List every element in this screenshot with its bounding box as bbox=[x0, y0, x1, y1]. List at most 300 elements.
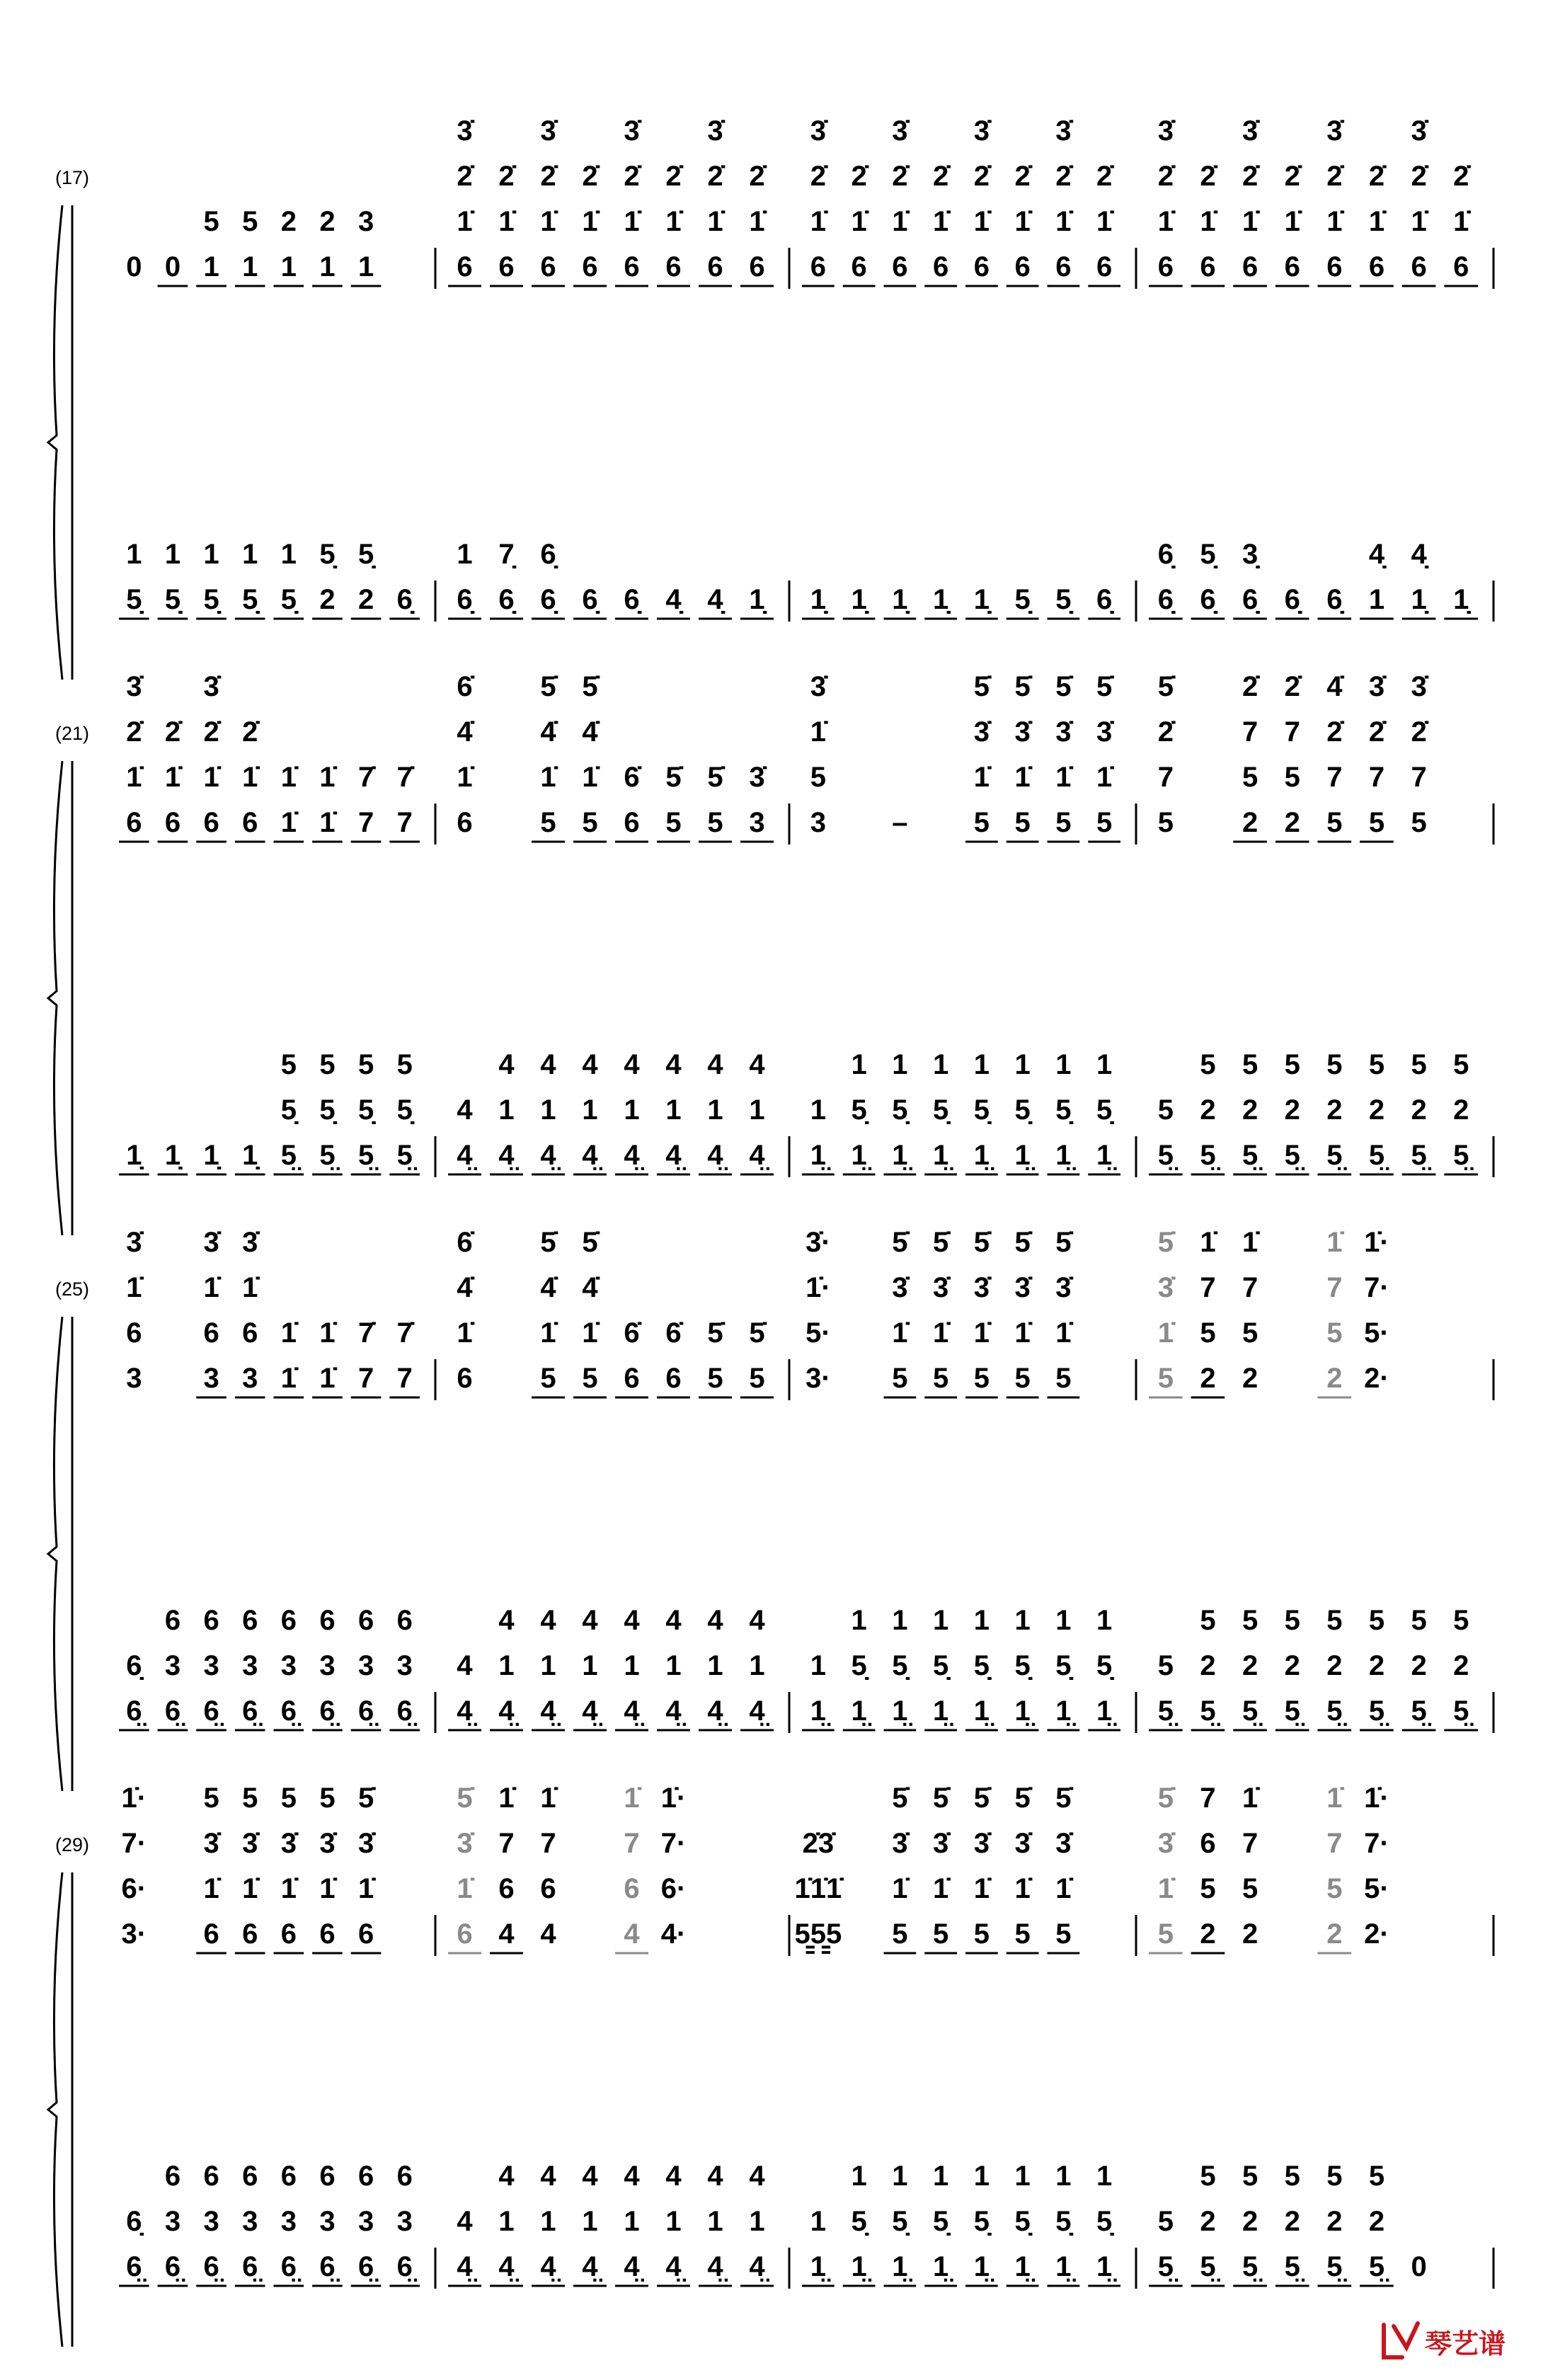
chord-note: 5̣ bbox=[1096, 2206, 1113, 2237]
qinyipu-logo-icon bbox=[1384, 2323, 1418, 2357]
chord-note: 4̇ bbox=[457, 1272, 473, 1303]
chord-note: 1̇ bbox=[357, 1873, 374, 1904]
note: 6̤ bbox=[280, 1695, 297, 1727]
note: 5 bbox=[707, 807, 723, 838]
note: 6 bbox=[357, 1918, 374, 1950]
chord-note: 1 bbox=[749, 2206, 765, 2237]
chord-note: 1̇ bbox=[164, 762, 181, 793]
chord-note: 1̇ bbox=[665, 206, 682, 237]
note: 1̣ bbox=[164, 1140, 181, 1171]
note: 6 bbox=[242, 1918, 258, 1950]
note: 5 bbox=[707, 1363, 723, 1394]
chord-note: 2 bbox=[1284, 1094, 1300, 1126]
note: 1̣ bbox=[851, 584, 867, 615]
chord-note: 5̣ bbox=[1014, 1650, 1031, 1681]
chord-note: 2 bbox=[1200, 2206, 1216, 2237]
note: 5̤ bbox=[1284, 1695, 1300, 1727]
note: 4̤ bbox=[749, 2251, 765, 2282]
chord-note: 7 bbox=[1242, 716, 1259, 748]
chord-note: 2̇ bbox=[1096, 161, 1113, 192]
chord-note: 2 bbox=[1200, 1094, 1216, 1126]
chord-note: 6 bbox=[203, 2161, 219, 2192]
note: 4̤ bbox=[624, 2251, 640, 2282]
chord-note: 1 bbox=[892, 1605, 908, 1636]
chord-note: 5̣ bbox=[892, 2206, 908, 2237]
chord-note: 1̇ bbox=[1326, 1783, 1343, 1814]
chord-note: 1̇· bbox=[121, 1783, 147, 1814]
chord-note: 1̇ bbox=[126, 1272, 142, 1303]
note: 6 bbox=[624, 251, 640, 282]
chord-note: 1̇ bbox=[540, 206, 556, 237]
note: 1 bbox=[357, 251, 374, 282]
chord-note: 1 bbox=[582, 1094, 598, 1126]
chord-note: 1 bbox=[851, 1049, 867, 1080]
note: 6 bbox=[1453, 251, 1469, 282]
measure-number: (21) bbox=[55, 723, 90, 744]
chord-note: 2̇ bbox=[1200, 161, 1216, 192]
note: 1̣ bbox=[933, 584, 949, 615]
chord-note: 2̇ bbox=[1368, 716, 1385, 748]
chord-note: 3̇ bbox=[1411, 115, 1427, 147]
note: 2 bbox=[319, 584, 336, 615]
chord-note: 5̣ bbox=[973, 1650, 990, 1681]
note: 4̤ bbox=[665, 2251, 682, 2282]
note: 2 bbox=[1242, 1918, 1259, 1950]
chord-note: 4̣ bbox=[1368, 539, 1385, 570]
chord-note: 3 bbox=[319, 2206, 336, 2237]
chord-note: 3 bbox=[164, 2206, 181, 2237]
chord-note: 1 bbox=[1096, 2161, 1113, 2192]
chord-note: 4 bbox=[582, 1605, 598, 1636]
chord-note: 4 bbox=[498, 2161, 515, 2192]
note: 1̣ bbox=[810, 584, 826, 615]
note: 5 bbox=[1055, 1363, 1072, 1394]
chord-note: 4 bbox=[707, 1605, 723, 1636]
note: 1̤ bbox=[1014, 1140, 1031, 1171]
chord-note: 1 bbox=[1014, 1605, 1031, 1636]
chord-note: 1 bbox=[203, 539, 219, 570]
note: 5̳5̳5 bbox=[794, 1918, 842, 1950]
chord-note: 1 bbox=[933, 2161, 949, 2192]
note: 5 bbox=[1326, 807, 1343, 838]
chord-note: 3̇ bbox=[810, 115, 826, 147]
chord-note: 1̇ bbox=[319, 762, 336, 793]
chord-note: 3̇ bbox=[1411, 671, 1427, 702]
chord-note: 3̇ bbox=[707, 115, 723, 147]
chord-note: 2 bbox=[1284, 1650, 1300, 1681]
chord-note: 2̇ bbox=[1242, 161, 1259, 192]
chord-note: 5 bbox=[1326, 1049, 1343, 1080]
chord-note: 4 bbox=[624, 1049, 640, 1080]
note: 5̣ bbox=[1055, 584, 1072, 615]
system bbox=[48, 115, 1493, 680]
chord-note: 7 bbox=[1326, 762, 1343, 793]
chord-note: 5̇ bbox=[457, 1783, 473, 1814]
chord-note: 3̇ bbox=[242, 1227, 258, 1258]
note: 6 bbox=[457, 251, 473, 282]
chord-note: 2̇ bbox=[1411, 161, 1427, 192]
chord-note: 1̇ bbox=[1200, 206, 1216, 237]
chord-note: 3̇ bbox=[892, 1272, 908, 1303]
chord-note: 6̣ bbox=[126, 2206, 142, 2237]
chord-note: 1 bbox=[624, 1094, 640, 1126]
chord-note: 2̇ bbox=[973, 161, 990, 192]
note: 5̤ bbox=[1242, 1140, 1259, 1171]
note: 1 bbox=[319, 251, 336, 282]
note: 1̤ bbox=[933, 1140, 949, 1171]
note: 1̤ bbox=[1014, 1695, 1031, 1727]
chord-note: 5 bbox=[203, 206, 219, 237]
note: 6 bbox=[498, 251, 515, 282]
chord-note: 2̇ bbox=[1157, 161, 1174, 192]
chord-note: 3̇ bbox=[242, 1828, 258, 1859]
chord-note: 2̇ bbox=[164, 716, 181, 748]
note: 5̤ bbox=[1200, 1695, 1216, 1727]
chord-note: 5̇ bbox=[1014, 1783, 1031, 1814]
note: 6 bbox=[892, 251, 908, 282]
chord-note: 2 bbox=[1453, 1650, 1469, 1681]
chord-note: 1 bbox=[540, 2206, 556, 2237]
chord-note: 2̇3̇ bbox=[802, 1828, 835, 1859]
chord-note: 7̇ bbox=[357, 762, 374, 793]
note: 6 bbox=[665, 251, 682, 282]
note: 5 bbox=[1014, 1363, 1031, 1394]
chord-note: 1̇ bbox=[498, 206, 515, 237]
note: 5 bbox=[1096, 807, 1113, 838]
chord-note: 5̣ bbox=[1014, 1094, 1031, 1126]
chord-note: 2̇ bbox=[498, 161, 515, 192]
chord-note: 6 bbox=[319, 1605, 336, 1636]
chord-note: 2̇ bbox=[665, 161, 682, 192]
chord-note: 1̇ bbox=[892, 206, 908, 237]
chord-note: 5̣ bbox=[396, 1094, 413, 1126]
note: 6 bbox=[1200, 251, 1216, 282]
chord-note: 3 bbox=[164, 1650, 181, 1681]
note: 1̤ bbox=[851, 1695, 867, 1727]
note: 6̣ bbox=[540, 584, 556, 615]
note: 5 bbox=[892, 1918, 908, 1950]
chord-note: 1 bbox=[810, 2206, 826, 2237]
chord-note: 6 bbox=[242, 2161, 258, 2192]
note: 2 bbox=[1200, 1918, 1216, 1950]
chord-note: 1 bbox=[624, 2206, 640, 2237]
chord-note: 2 bbox=[319, 206, 336, 237]
note: 4̤ bbox=[707, 2251, 723, 2282]
chord-note: 3̇ bbox=[540, 115, 556, 147]
chord-note: 6̣ bbox=[540, 539, 556, 570]
note: 5 bbox=[582, 1363, 598, 1394]
note: 6 bbox=[749, 251, 765, 282]
chord-note: 3̇ bbox=[1326, 115, 1343, 147]
chord-note: 1 bbox=[665, 2206, 682, 2237]
note: 1̤ bbox=[851, 1140, 867, 1171]
chord-note: 5 bbox=[319, 1783, 336, 1814]
chord-note: 3̇ bbox=[933, 1828, 949, 1859]
note: 6̤ bbox=[203, 2251, 219, 2282]
chord-note: 1̇ bbox=[540, 762, 556, 793]
chord-note: 5 bbox=[1284, 1605, 1300, 1636]
note: 1 bbox=[242, 251, 258, 282]
chord-note: 5 bbox=[1157, 1650, 1174, 1681]
chord-note: 4̇ bbox=[582, 716, 598, 748]
chord-note: 1̇ bbox=[582, 206, 598, 237]
chord-note: 1̇ bbox=[933, 1873, 949, 1904]
chord-note: 1̇ bbox=[1096, 206, 1113, 237]
note: 2 bbox=[1326, 1363, 1343, 1394]
chord-note: 5̣ bbox=[1055, 2206, 1072, 2237]
note: 5̤ bbox=[1411, 1695, 1427, 1727]
chord-note: 2 bbox=[1242, 1094, 1259, 1126]
note: 4̤ bbox=[624, 1140, 640, 1171]
chord-note: 5 bbox=[1200, 2161, 1216, 2192]
chord-note: 5 bbox=[1242, 1317, 1259, 1349]
chord-note: 1̇ bbox=[973, 206, 990, 237]
chord-note: 2 bbox=[1242, 2206, 1259, 2237]
note: 5̤ bbox=[1326, 1140, 1343, 1171]
brace bbox=[48, 761, 62, 1235]
note: 2 bbox=[1242, 807, 1259, 838]
note: 6̣ bbox=[457, 584, 473, 615]
chord-note: 3 bbox=[203, 2206, 219, 2237]
chord-note: 1 bbox=[280, 539, 297, 570]
note: 5̤ bbox=[1368, 1140, 1385, 1171]
chord-note: 1̇ bbox=[280, 1317, 297, 1349]
chord-note: 5 bbox=[1368, 1605, 1385, 1636]
chord-note: 3̇ bbox=[1242, 115, 1259, 147]
chord-note: 5 bbox=[1453, 1605, 1469, 1636]
chord-note: 3̇ bbox=[1157, 1272, 1174, 1303]
chord-note: 3 bbox=[396, 1650, 413, 1681]
chord-note: 6 bbox=[203, 1317, 219, 1349]
note: 5 bbox=[1014, 807, 1031, 838]
chord-note: 3 bbox=[357, 2206, 374, 2237]
chord-note: 1̇ bbox=[1055, 1317, 1072, 1349]
chord-note: 5̇ bbox=[1055, 1783, 1072, 1814]
chord-note: 2̇ bbox=[1157, 716, 1174, 748]
chord-note: 2̇ bbox=[1014, 161, 1031, 192]
chord-note: 3̇ bbox=[749, 762, 765, 793]
chord-note: 5 bbox=[1368, 1049, 1385, 1080]
note: 5̤ bbox=[1368, 1695, 1385, 1727]
chord-note: 1̇ bbox=[1242, 1783, 1259, 1814]
note: 5̤ bbox=[1200, 1140, 1216, 1171]
note: 4̤ bbox=[457, 1140, 473, 1171]
chord-note: 1̇ bbox=[973, 1873, 990, 1904]
chord-note: 7 bbox=[1157, 762, 1174, 793]
chord-note: 1̇ bbox=[457, 762, 473, 793]
note: 6̤ bbox=[164, 1695, 181, 1727]
chord-note: 6 bbox=[396, 2161, 413, 2192]
chord-note: 5 bbox=[1284, 1049, 1300, 1080]
note: 4̣ bbox=[707, 584, 723, 615]
note: 6 bbox=[1096, 251, 1113, 282]
note: 4̤ bbox=[540, 2251, 556, 2282]
chord-note: 3̇ bbox=[933, 1272, 949, 1303]
chord-note: 3̇ bbox=[203, 1227, 219, 1258]
note: 4̤ bbox=[749, 1695, 765, 1727]
note: 1̤ bbox=[1055, 2251, 1072, 2282]
chord-note: 6 bbox=[498, 1873, 515, 1904]
note: 6 bbox=[851, 251, 867, 282]
note: 6 bbox=[457, 1918, 473, 1950]
note: 1̤ bbox=[1055, 1695, 1072, 1727]
note: 4̣ bbox=[665, 584, 682, 615]
note: 5̤ bbox=[1284, 1140, 1300, 1171]
note: 1̣ bbox=[203, 1140, 219, 1171]
chord-note: 5 bbox=[1242, 1605, 1259, 1636]
chord-note: 1 bbox=[498, 2206, 515, 2237]
note: 6̣ bbox=[1200, 584, 1216, 615]
chord-note: 1̇ bbox=[319, 1873, 336, 1904]
note: 5 bbox=[1157, 1363, 1174, 1394]
chord-note: 5 bbox=[1242, 1873, 1259, 1904]
chord-note: 7 bbox=[624, 1828, 640, 1859]
chord-note: 4 bbox=[624, 1605, 640, 1636]
chord-note: 6̇ bbox=[457, 671, 473, 702]
chord-note: 2 bbox=[1411, 1650, 1427, 1681]
chord-note: 5̣ bbox=[319, 1094, 336, 1126]
note: 3· bbox=[121, 1918, 147, 1950]
chord-note: 4 bbox=[707, 1049, 723, 1080]
chord-note: 2̇ bbox=[933, 161, 949, 192]
note: 2 bbox=[357, 584, 374, 615]
chord-note: 3̇ bbox=[280, 1828, 297, 1859]
chord-note: 2 bbox=[1242, 1650, 1259, 1681]
note: 5 bbox=[1368, 807, 1385, 838]
chord-note: 1 bbox=[242, 539, 258, 570]
chord-note: 3̇ bbox=[1157, 115, 1174, 147]
chord-note: 1 bbox=[498, 1094, 515, 1126]
note: 1̤ bbox=[933, 2251, 949, 2282]
chord-note: 1̇ bbox=[280, 1873, 297, 1904]
note: 5 bbox=[973, 1363, 990, 1394]
chord-note: 7 bbox=[498, 1828, 515, 1859]
chord-note: 5 bbox=[1368, 2161, 1385, 2192]
chord-note: 5̇ bbox=[1096, 671, 1113, 702]
chord-note: 5 bbox=[1157, 2206, 1174, 2237]
chord-note: 5̣ bbox=[933, 1094, 949, 1126]
note: 5 bbox=[892, 1363, 908, 1394]
chord-note: 6 bbox=[203, 1605, 219, 1636]
chord-note: 6̇ bbox=[624, 762, 640, 793]
note: 6̣ bbox=[582, 584, 598, 615]
chord-note: 1 bbox=[665, 1650, 682, 1681]
note: 1̣ bbox=[1411, 584, 1427, 615]
chord-note: 2̇ bbox=[1411, 716, 1427, 748]
note: 4̤ bbox=[498, 2251, 515, 2282]
chord-note: 5 bbox=[1411, 1605, 1427, 1636]
chord-note: 5̇ bbox=[1157, 1783, 1174, 1814]
chord-note: 1̇ bbox=[1096, 762, 1113, 793]
note: 1̤ bbox=[973, 2251, 990, 2282]
chord-note: 1̇ bbox=[203, 1272, 219, 1303]
note: 5̤ bbox=[1157, 2251, 1174, 2282]
note: 1̇ bbox=[280, 807, 297, 838]
chord-note: 5 bbox=[1411, 1049, 1427, 1080]
chord-note: 2 bbox=[280, 206, 297, 237]
note: 4̤ bbox=[540, 1695, 556, 1727]
note: 2 bbox=[1326, 1918, 1343, 1950]
chord-note: 7· bbox=[660, 1828, 687, 1859]
note: 6̤ bbox=[126, 1695, 142, 1727]
chord-note: 1 bbox=[973, 2161, 990, 2192]
note: 1̤ bbox=[1055, 1140, 1072, 1171]
chord-note: 2 bbox=[1200, 1650, 1216, 1681]
note: 4̤ bbox=[582, 1695, 598, 1727]
chord-note: 1̇ bbox=[1411, 206, 1427, 237]
chord-note: 3 bbox=[203, 1650, 219, 1681]
note: 6 bbox=[457, 807, 473, 838]
chord-note: 6 bbox=[624, 1873, 640, 1904]
chord-note: 5̣ bbox=[1096, 1650, 1113, 1681]
chord-note: 2 bbox=[1326, 1650, 1343, 1681]
note: 3· bbox=[805, 1363, 831, 1394]
chord-note: 6 bbox=[164, 1605, 181, 1636]
chord-note: 5· bbox=[1364, 1317, 1389, 1349]
chord-note: 3̣ bbox=[1242, 539, 1259, 570]
chord-note: 1 bbox=[498, 1650, 515, 1681]
chord-note: 6 bbox=[164, 2161, 181, 2192]
chord-note: 2̇ bbox=[126, 716, 142, 748]
note: 2 bbox=[1284, 807, 1300, 838]
chord-note: 5̇ bbox=[707, 1317, 723, 1349]
note: 7 bbox=[396, 1363, 413, 1394]
chord-note: 5̇ bbox=[582, 1227, 598, 1258]
chord-note: 5 bbox=[1326, 2161, 1343, 2192]
note: 6 bbox=[319, 1918, 336, 1950]
note: 5 bbox=[1055, 1918, 1072, 1950]
chord-note: 5̣ bbox=[892, 1650, 908, 1681]
chord-note: 5 bbox=[396, 1049, 413, 1080]
chord-note: 1 bbox=[810, 1094, 826, 1126]
chord-note: 6 bbox=[242, 1605, 258, 1636]
chord-note: 5̣ bbox=[973, 1094, 990, 1126]
note: 6̤ bbox=[242, 1695, 258, 1727]
system bbox=[48, 1783, 1493, 2347]
chord-note: 1̇ bbox=[851, 206, 867, 237]
chord-note: 1 bbox=[749, 1650, 765, 1681]
chord-note: 3 bbox=[357, 206, 374, 237]
chord-note: 2̇ bbox=[707, 161, 723, 192]
brace bbox=[48, 205, 62, 680]
chord-note: 3̇ bbox=[203, 671, 219, 702]
chord-note: 1̇ bbox=[1055, 762, 1072, 793]
chord-note: 2̇ bbox=[1284, 671, 1300, 702]
logo-text: 琴艺谱 bbox=[1425, 2328, 1506, 2359]
chord-note: 1̇ bbox=[457, 206, 473, 237]
chord-note: 3 bbox=[242, 2206, 258, 2237]
chord-note: 3̇ bbox=[892, 1828, 908, 1859]
chord-note: 1̇ bbox=[892, 1873, 908, 1904]
note: 6 bbox=[242, 807, 258, 838]
note: 4̤ bbox=[498, 1140, 515, 1171]
chord-note: 4 bbox=[749, 1049, 765, 1080]
chord-note: 3̇ bbox=[973, 1828, 990, 1859]
note: 5 bbox=[1157, 1918, 1174, 1950]
chord-note: 4 bbox=[665, 2161, 682, 2192]
chord-note: 5 bbox=[280, 1783, 297, 1814]
note: 6 bbox=[1014, 251, 1031, 282]
chord-note: 1 bbox=[707, 2206, 723, 2237]
note: 1 bbox=[280, 251, 297, 282]
chord-note: 2̇ bbox=[1368, 161, 1385, 192]
note: 4̤ bbox=[707, 1695, 723, 1727]
chord-note: 3̇ bbox=[319, 1828, 336, 1859]
note: 5 bbox=[749, 1363, 765, 1394]
note: 3 bbox=[242, 1363, 258, 1394]
note: 5 bbox=[973, 1918, 990, 1950]
chord-note: 6 bbox=[242, 1317, 258, 1349]
